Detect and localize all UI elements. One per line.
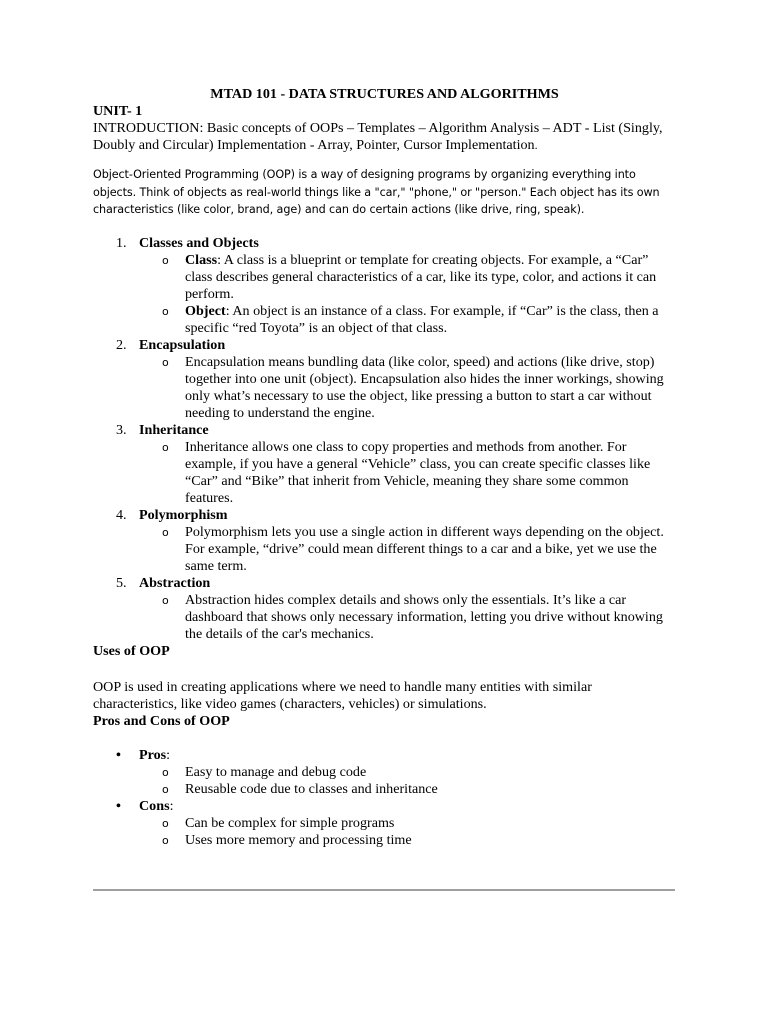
concept-item bbox=[116, 506, 676, 575]
concept-number: 1. bbox=[116, 234, 127, 251]
concept-heading: Inheritance bbox=[139, 421, 209, 438]
cons-text: Uses more memory and processing time bbox=[185, 831, 412, 848]
cons-text: Can be complex for simple programs bbox=[185, 814, 395, 831]
circle-bullet-icon: o bbox=[162, 782, 169, 796]
point-text: Encapsulation means bundling data (like color, speed) and actions (like drive, stop) together into one unit (object). Encapsulation also hides the inner workings, showing only what’s necessary to use the object, like pressing a button to start a car without needing to understand the engine. bbox=[185, 353, 664, 421]
concept-number: 5. bbox=[116, 574, 127, 591]
pros-points bbox=[139, 764, 676, 798]
concept-point bbox=[162, 591, 676, 643]
concept-number: 4. bbox=[116, 506, 127, 523]
point-text: Abstraction hides complex details and shows only the essentials. It’s like a car dashboard that shows only necessary information, letting you drive without knowing the details of the car's mechanics. bbox=[185, 591, 663, 642]
concept-points bbox=[139, 354, 676, 422]
concept-points bbox=[139, 439, 676, 507]
intro-end: . bbox=[534, 138, 538, 152]
horizontal-divider bbox=[93, 889, 675, 891]
concept-heading: Abstraction bbox=[139, 574, 211, 591]
concepts-list bbox=[93, 235, 676, 643]
circle-bullet-icon: o bbox=[162, 304, 169, 318]
concept-points bbox=[139, 524, 676, 575]
circle-bullet-icon: o bbox=[162, 253, 169, 267]
circle-bullet-icon: o bbox=[162, 355, 169, 369]
concept-item bbox=[116, 574, 676, 643]
pros-point bbox=[162, 780, 676, 798]
concept-point bbox=[162, 353, 676, 422]
concept-point bbox=[162, 302, 676, 337]
circle-bullet-icon: o bbox=[162, 816, 169, 830]
concept-number: 2. bbox=[116, 336, 127, 353]
concept-point bbox=[162, 438, 676, 507]
cons-point bbox=[162, 831, 676, 849]
concept-heading: Polymorphism bbox=[139, 506, 228, 523]
point-term: Class bbox=[185, 251, 218, 268]
circle-bullet-icon: o bbox=[162, 525, 169, 539]
concept-item bbox=[116, 234, 676, 337]
pros-item bbox=[116, 746, 676, 798]
document-title: MTAD 101 - DATA STRUCTURES AND ALGORITHMS bbox=[210, 86, 559, 102]
concept-heading: Encapsulation bbox=[139, 336, 226, 353]
cons-label: Cons bbox=[139, 797, 170, 814]
pros-text: Reusable code due to classes and inheritance bbox=[185, 780, 438, 797]
concept-number: 3. bbox=[116, 421, 127, 438]
point-text: Polymorphism lets you use a single action in different ways depending on the object. For example, “drive” could mean different things to a car and a bike, yet we use the same term. bbox=[185, 523, 664, 574]
concept-points bbox=[139, 592, 676, 643]
pros-point bbox=[162, 763, 676, 781]
pros-cons-list bbox=[93, 747, 676, 849]
intro-label: INTRODUCTION: bbox=[93, 120, 204, 136]
point-text: : A class is a blueprint or template for creating objects. For example, a “Car” class describes general characteristics of a car, like its type, color, and actions it can perform. bbox=[185, 251, 657, 302]
cons-colon: : bbox=[169, 797, 174, 814]
point-text: Inheritance allows one class to copy properties and methods from another. For example, if you have a general “Vehicle” class, you can create specific classes like “Car” and “Bike” that inherit from Vehicle, meaning they share some common features. bbox=[185, 438, 651, 506]
circle-bullet-icon: o bbox=[162, 440, 169, 454]
circle-bullet-icon: o bbox=[162, 833, 169, 847]
pros-label: Pros bbox=[139, 746, 167, 763]
circle-bullet-icon: o bbox=[162, 593, 169, 607]
concept-point bbox=[162, 251, 676, 303]
document-page bbox=[93, 86, 676, 849]
concept-point bbox=[162, 523, 676, 575]
concept-points bbox=[139, 252, 676, 337]
pros-text: Easy to manage and debug code bbox=[185, 763, 367, 780]
point-term: Object bbox=[185, 302, 226, 319]
bullet-icon: • bbox=[116, 797, 121, 814]
cons-item bbox=[116, 797, 676, 849]
pros-cons-heading: Pros and Cons of OOP bbox=[93, 712, 230, 729]
intro-line bbox=[93, 120, 676, 154]
unit-heading: UNIT- 1 bbox=[93, 103, 143, 119]
intro-text: Basic concepts of OOPs – Templates – Algorithm Analysis – ADT - List (Singly, Doubly and Circular) Implementation - Array, Pointer, Cursor Implementation bbox=[93, 120, 663, 153]
uses-heading: Uses of OOP bbox=[93, 642, 170, 659]
pros-colon: : bbox=[166, 746, 171, 763]
point-text: : An object is an instance of a class. For example, if “Car” is the class, then a specific “red Toyota” is an object of that class. bbox=[185, 302, 659, 336]
uses-paragraph: OOP is used in creating applications where we need to handle many entities with similar characteristics, like video games (characters, vehicles) or simulations. bbox=[93, 678, 592, 712]
concept-item bbox=[116, 336, 676, 422]
cons-point bbox=[162, 814, 676, 832]
concept-heading: Classes and Objects bbox=[139, 234, 259, 251]
oop-paragraph: Object-Oriented Programming (OOP) is a way of designing programs by organizing everything into objects. Think of objects as real-world things like a "car," "phone," or "person." Each object has its own characteristics (like color, brand, age) and can do certain actions (like drive, ring, speak). bbox=[93, 168, 660, 216]
bullet-icon: • bbox=[116, 746, 121, 763]
concept-item bbox=[116, 421, 676, 507]
cons-points bbox=[139, 815, 676, 849]
circle-bullet-icon: o bbox=[162, 765, 169, 779]
